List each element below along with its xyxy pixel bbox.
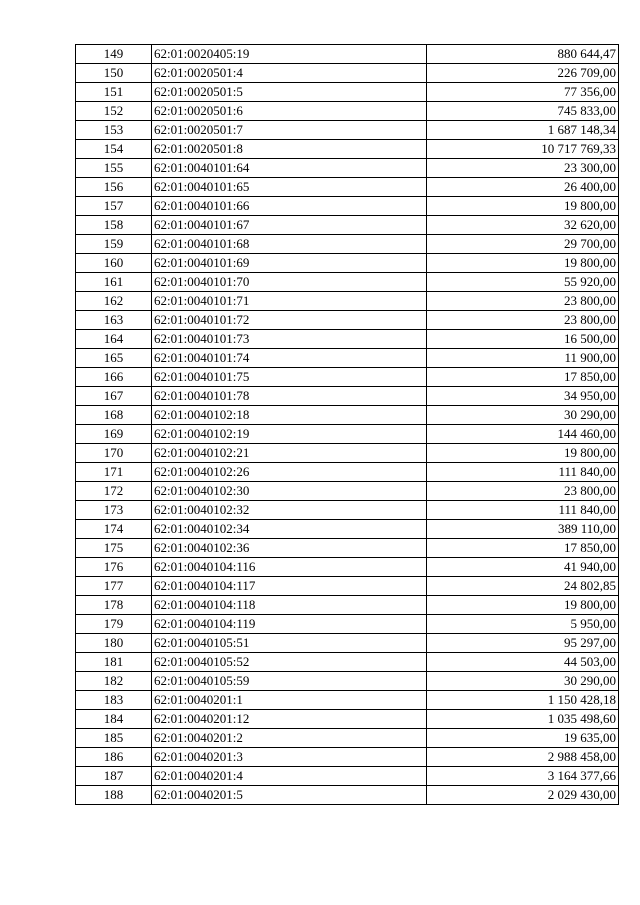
row-number-cell: 184 — [76, 710, 152, 729]
table-row — [76, 45, 619, 64]
table-row — [76, 140, 619, 159]
value-cell: 17 850,00 — [427, 539, 619, 558]
row-number-cell: 156 — [76, 178, 152, 197]
cadastral-number-cell: 62:01:0040102:19 — [152, 425, 427, 444]
value-cell: 16 500,00 — [427, 330, 619, 349]
value-cell: 32 620,00 — [427, 216, 619, 235]
value-cell: 3 164 377,66 — [427, 767, 619, 786]
table-row — [76, 368, 619, 387]
row-number-cell: 163 — [76, 311, 152, 330]
table-row — [76, 634, 619, 653]
row-number-cell: 177 — [76, 577, 152, 596]
cadastral-number-cell: 62:01:0040102:32 — [152, 501, 427, 520]
row-number-cell: 170 — [76, 444, 152, 463]
row-number-cell: 166 — [76, 368, 152, 387]
value-cell: 41 940,00 — [427, 558, 619, 577]
value-cell: 1 150 428,18 — [427, 691, 619, 710]
cadastral-number-cell: 62:01:0040201:12 — [152, 710, 427, 729]
cadastral-number-cell: 62:01:0040102:18 — [152, 406, 427, 425]
value-cell: 1 035 498,60 — [427, 710, 619, 729]
value-cell: 95 297,00 — [427, 634, 619, 653]
row-number-cell: 158 — [76, 216, 152, 235]
row-number-cell: 161 — [76, 273, 152, 292]
cadastral-number-cell: 62:01:0020405:19 — [152, 45, 427, 64]
row-number-cell: 188 — [76, 786, 152, 805]
table-row — [76, 425, 619, 444]
cadastral-number-cell: 62:01:0020501:7 — [152, 121, 427, 140]
table-row — [76, 463, 619, 482]
row-number-cell: 152 — [76, 102, 152, 121]
row-number-cell: 180 — [76, 634, 152, 653]
row-number-cell: 168 — [76, 406, 152, 425]
cadastral-number-cell: 62:01:0040201:4 — [152, 767, 427, 786]
value-cell: 19 800,00 — [427, 444, 619, 463]
table-row — [76, 767, 619, 786]
row-number-cell: 154 — [76, 140, 152, 159]
table-row — [76, 786, 619, 805]
cadastral-number-cell: 62:01:0040104:116 — [152, 558, 427, 577]
table-row — [76, 558, 619, 577]
table-row — [76, 311, 619, 330]
value-cell: 111 840,00 — [427, 501, 619, 520]
cadastral-number-cell: 62:01:0020501:8 — [152, 140, 427, 159]
table-row — [76, 577, 619, 596]
value-cell: 19 800,00 — [427, 596, 619, 615]
table-row — [76, 672, 619, 691]
cadastral-number-cell: 62:01:0040101:72 — [152, 311, 427, 330]
value-cell: 745 833,00 — [427, 102, 619, 121]
value-cell: 77 356,00 — [427, 83, 619, 102]
value-cell: 19 800,00 — [427, 254, 619, 273]
value-cell: 226 709,00 — [427, 64, 619, 83]
value-cell: 11 900,00 — [427, 349, 619, 368]
cadastral-number-cell: 62:01:0040105:59 — [152, 672, 427, 691]
row-number-cell: 186 — [76, 748, 152, 767]
cadastral-number-cell: 62:01:0040101:65 — [152, 178, 427, 197]
table-row — [76, 710, 619, 729]
cadastral-number-cell: 62:01:0040102:30 — [152, 482, 427, 501]
cadastral-number-cell: 62:01:0040104:119 — [152, 615, 427, 634]
row-number-cell: 149 — [76, 45, 152, 64]
cadastral-number-cell: 62:01:0040101:67 — [152, 216, 427, 235]
row-number-cell: 169 — [76, 425, 152, 444]
row-number-cell: 187 — [76, 767, 152, 786]
value-cell: 23 800,00 — [427, 292, 619, 311]
cadastral-number-cell: 62:01:0040105:52 — [152, 653, 427, 672]
value-cell: 19 635,00 — [427, 729, 619, 748]
cadastral-number-cell: 62:01:0040102:34 — [152, 520, 427, 539]
value-cell: 2 029 430,00 — [427, 786, 619, 805]
row-number-cell: 160 — [76, 254, 152, 273]
row-number-cell: 181 — [76, 653, 152, 672]
value-cell: 10 717 769,33 — [427, 140, 619, 159]
row-number-cell: 172 — [76, 482, 152, 501]
value-cell: 111 840,00 — [427, 463, 619, 482]
cadastral-number-cell: 62:01:0040101:74 — [152, 349, 427, 368]
table-row — [76, 653, 619, 672]
row-number-cell: 159 — [76, 235, 152, 254]
table-row — [76, 121, 619, 140]
cadastral-number-cell: 62:01:0020501:5 — [152, 83, 427, 102]
table-row — [76, 520, 619, 539]
row-number-cell: 185 — [76, 729, 152, 748]
row-number-cell: 164 — [76, 330, 152, 349]
table-row — [76, 501, 619, 520]
cadastral-number-cell: 62:01:0040101:71 — [152, 292, 427, 311]
value-cell: 30 290,00 — [427, 672, 619, 691]
cadastral-number-cell: 62:01:0040101:70 — [152, 273, 427, 292]
table-row — [76, 349, 619, 368]
cadastral-number-cell: 62:01:0020501:4 — [152, 64, 427, 83]
cadastral-number-cell: 62:01:0040201:2 — [152, 729, 427, 748]
row-number-cell: 150 — [76, 64, 152, 83]
table-row — [76, 539, 619, 558]
table-row — [76, 748, 619, 767]
value-cell: 17 850,00 — [427, 368, 619, 387]
value-cell: 26 400,00 — [427, 178, 619, 197]
table-row — [76, 691, 619, 710]
cadastral-number-cell: 62:01:0040101:69 — [152, 254, 427, 273]
table-row — [76, 64, 619, 83]
row-number-cell: 157 — [76, 197, 152, 216]
cadastral-number-cell: 62:01:0040105:51 — [152, 634, 427, 653]
value-cell: 55 920,00 — [427, 273, 619, 292]
table-row — [76, 729, 619, 748]
row-number-cell: 176 — [76, 558, 152, 577]
cadastral-number-cell: 62:01:0040104:117 — [152, 577, 427, 596]
value-cell: 2 988 458,00 — [427, 748, 619, 767]
row-number-cell: 174 — [76, 520, 152, 539]
table-row — [76, 330, 619, 349]
cadastral-number-cell: 62:01:0040101:66 — [152, 197, 427, 216]
table-row — [76, 387, 619, 406]
value-cell: 24 802,85 — [427, 577, 619, 596]
table-row — [76, 273, 619, 292]
table-row — [76, 159, 619, 178]
value-cell: 880 644,47 — [427, 45, 619, 64]
row-number-cell: 162 — [76, 292, 152, 311]
row-number-cell: 167 — [76, 387, 152, 406]
cadastral-number-cell: 62:01:0040102:36 — [152, 539, 427, 558]
table-row — [76, 406, 619, 425]
cadastral-number-cell: 62:01:0040102:21 — [152, 444, 427, 463]
row-number-cell: 171 — [76, 463, 152, 482]
row-number-cell: 153 — [76, 121, 152, 140]
value-cell: 23 800,00 — [427, 482, 619, 501]
row-number-cell: 183 — [76, 691, 152, 710]
value-cell: 34 950,00 — [427, 387, 619, 406]
value-cell: 144 460,00 — [427, 425, 619, 444]
value-cell: 30 290,00 — [427, 406, 619, 425]
table-row — [76, 482, 619, 501]
row-number-cell: 155 — [76, 159, 152, 178]
row-number-cell: 173 — [76, 501, 152, 520]
row-number-cell: 178 — [76, 596, 152, 615]
cadastral-number-cell: 62:01:0040101:64 — [152, 159, 427, 178]
cadastral-number-cell: 62:01:0040102:26 — [152, 463, 427, 482]
table-row — [76, 254, 619, 273]
cadastral-number-cell: 62:01:0040201:1 — [152, 691, 427, 710]
value-cell: 44 503,00 — [427, 653, 619, 672]
table-row — [76, 197, 619, 216]
cadastral-number-cell: 62:01:0040201:5 — [152, 786, 427, 805]
value-cell: 1 687 148,34 — [427, 121, 619, 140]
value-cell: 389 110,00 — [427, 520, 619, 539]
cadastral-number-cell: 62:01:0040101:73 — [152, 330, 427, 349]
row-number-cell: 175 — [76, 539, 152, 558]
value-cell: 29 700,00 — [427, 235, 619, 254]
cadastral-number-cell: 62:01:0040201:3 — [152, 748, 427, 767]
value-cell: 23 800,00 — [427, 311, 619, 330]
cadastral-value-table — [75, 44, 619, 805]
row-number-cell: 165 — [76, 349, 152, 368]
table-row — [76, 216, 619, 235]
cadastral-number-cell: 62:01:0040101:78 — [152, 387, 427, 406]
cadastral-number-cell: 62:01:0020501:6 — [152, 102, 427, 121]
table-row — [76, 178, 619, 197]
row-number-cell: 182 — [76, 672, 152, 691]
value-cell: 5 950,00 — [427, 615, 619, 634]
cadastral-number-cell: 62:01:0040101:68 — [152, 235, 427, 254]
value-cell: 23 300,00 — [427, 159, 619, 178]
table-row — [76, 83, 619, 102]
cadastral-number-cell: 62:01:0040101:75 — [152, 368, 427, 387]
row-number-cell: 151 — [76, 83, 152, 102]
value-cell: 19 800,00 — [427, 197, 619, 216]
table-row — [76, 235, 619, 254]
cadastral-number-cell: 62:01:0040104:118 — [152, 596, 427, 615]
table-row — [76, 292, 619, 311]
table-row — [76, 615, 619, 634]
table-row — [76, 102, 619, 121]
row-number-cell: 179 — [76, 615, 152, 634]
table-body — [76, 45, 619, 805]
table-row — [76, 444, 619, 463]
table-row — [76, 596, 619, 615]
